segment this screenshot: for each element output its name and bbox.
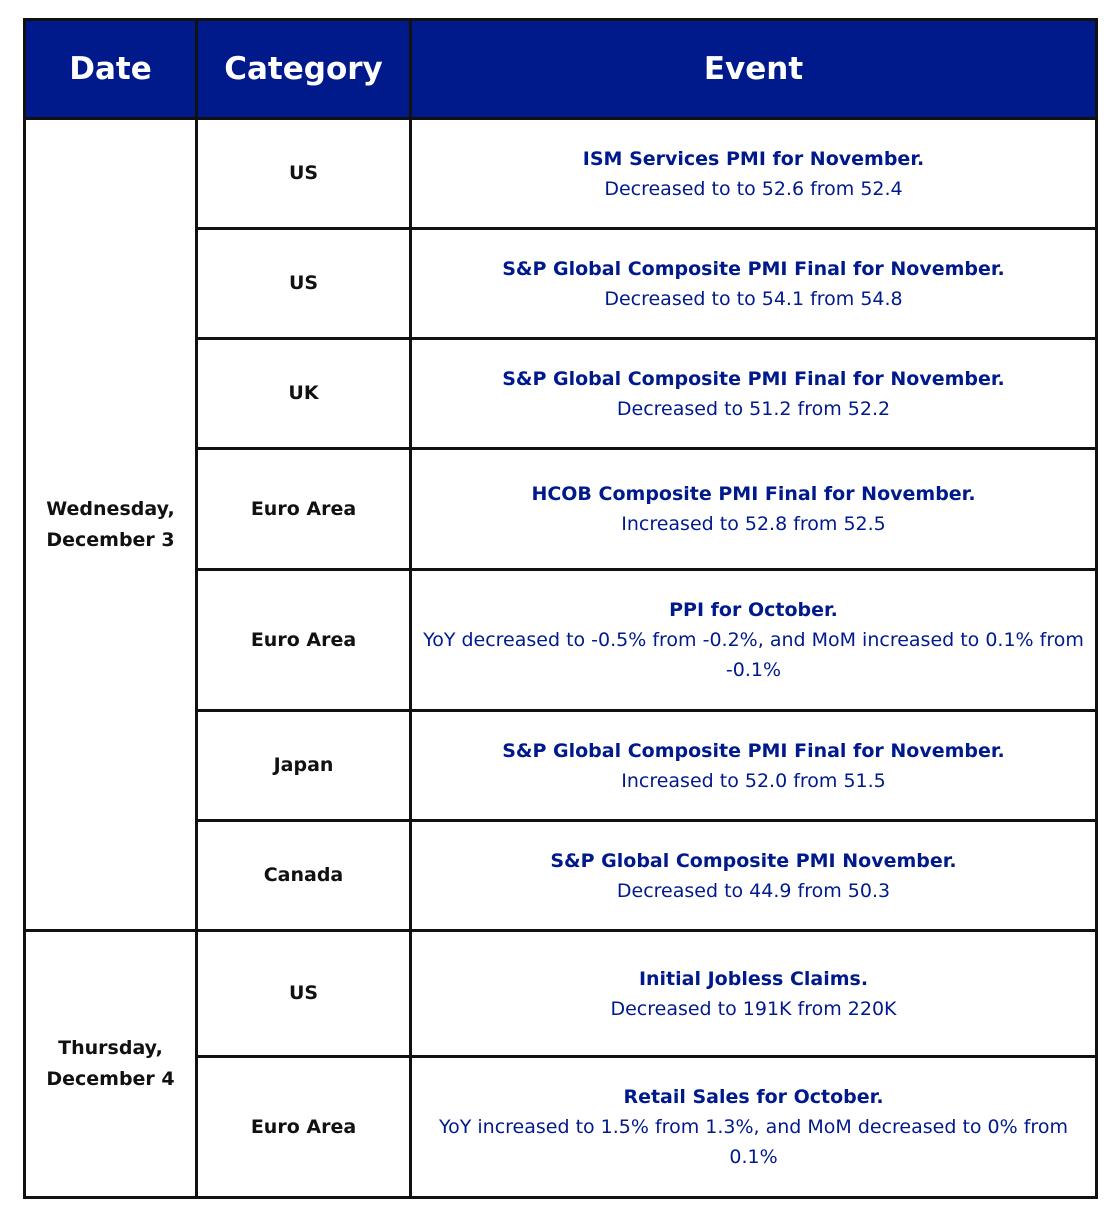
- header-event: Event: [411, 20, 1097, 119]
- date-day: December 4: [46, 1068, 175, 1090]
- event-cell: [411, 931, 1097, 1057]
- category-cell: Euro Area: [197, 449, 411, 570]
- event-cell: [411, 821, 1097, 931]
- category-cell: US: [197, 229, 411, 339]
- event-description: Decreased to 51.2 from 52.2: [616, 397, 891, 420]
- economic-calendar-table: [23, 18, 1098, 1199]
- event-title: Retail Sales for October.: [623, 1086, 884, 1108]
- event-cell: [411, 711, 1097, 821]
- event-title: HCOB Composite PMI Final for November.: [531, 483, 976, 505]
- date-weekday: Wednesday,: [46, 497, 175, 520]
- event-description: Decreased to 191K from 220K: [610, 997, 897, 1020]
- event-cell: [411, 229, 1097, 339]
- event-cell: [411, 1057, 1097, 1198]
- event-description: YoY decreased to -0.5% from -0.2%, and MoM increased to 0.1% from -0.1%: [423, 629, 1084, 681]
- header-category: Category: [197, 20, 411, 119]
- event-title: S&P Global Composite PMI Final for November.: [502, 739, 1005, 762]
- header-date: Date: [25, 20, 197, 119]
- event-cell: [411, 570, 1097, 711]
- date-weekday: Thursday,: [58, 1037, 163, 1059]
- event-cell: [411, 449, 1097, 570]
- event-title: S&P Global Composite PMI Final for November.: [502, 367, 1005, 390]
- event-title: Initial Jobless Claims.: [638, 967, 869, 990]
- event-cell: [411, 119, 1097, 229]
- category-cell: Euro Area: [197, 1057, 411, 1198]
- category-cell: US: [197, 931, 411, 1057]
- category-cell: US: [197, 119, 411, 229]
- event-description: YoY increased to 1.5% from 1.3%, and MoM decreased to 0% from 0.1%: [439, 1116, 1068, 1168]
- event-title: S&P Global Composite PMI Final for November.: [502, 257, 1005, 280]
- date-cell: [25, 119, 197, 931]
- event-description: Increased to 52.8 from 52.5: [621, 513, 886, 535]
- date-cell: [25, 931, 197, 1198]
- event-title: ISM Services PMI for November.: [582, 147, 925, 170]
- event-description: Decreased to to 52.6 from 52.4: [604, 177, 903, 200]
- date-day: December 3: [46, 528, 175, 551]
- table-row: [25, 931, 1097, 1057]
- event-description: Increased to 52.0 from 51.5: [621, 769, 886, 792]
- event-title: S&P Global Composite PMI November.: [550, 849, 957, 872]
- category-cell: Japan: [197, 711, 411, 821]
- event-title: PPI for October.: [669, 599, 838, 621]
- table-row: [25, 119, 1097, 229]
- category-cell: Euro Area: [197, 570, 411, 711]
- event-description: Decreased to to 54.1 from 54.8: [604, 287, 903, 310]
- category-cell: UK: [197, 339, 411, 449]
- event-description: Decreased to 44.9 from 50.3: [616, 879, 891, 902]
- event-cell: [411, 339, 1097, 449]
- header-row: [25, 20, 1097, 119]
- category-cell: Canada: [197, 821, 411, 931]
